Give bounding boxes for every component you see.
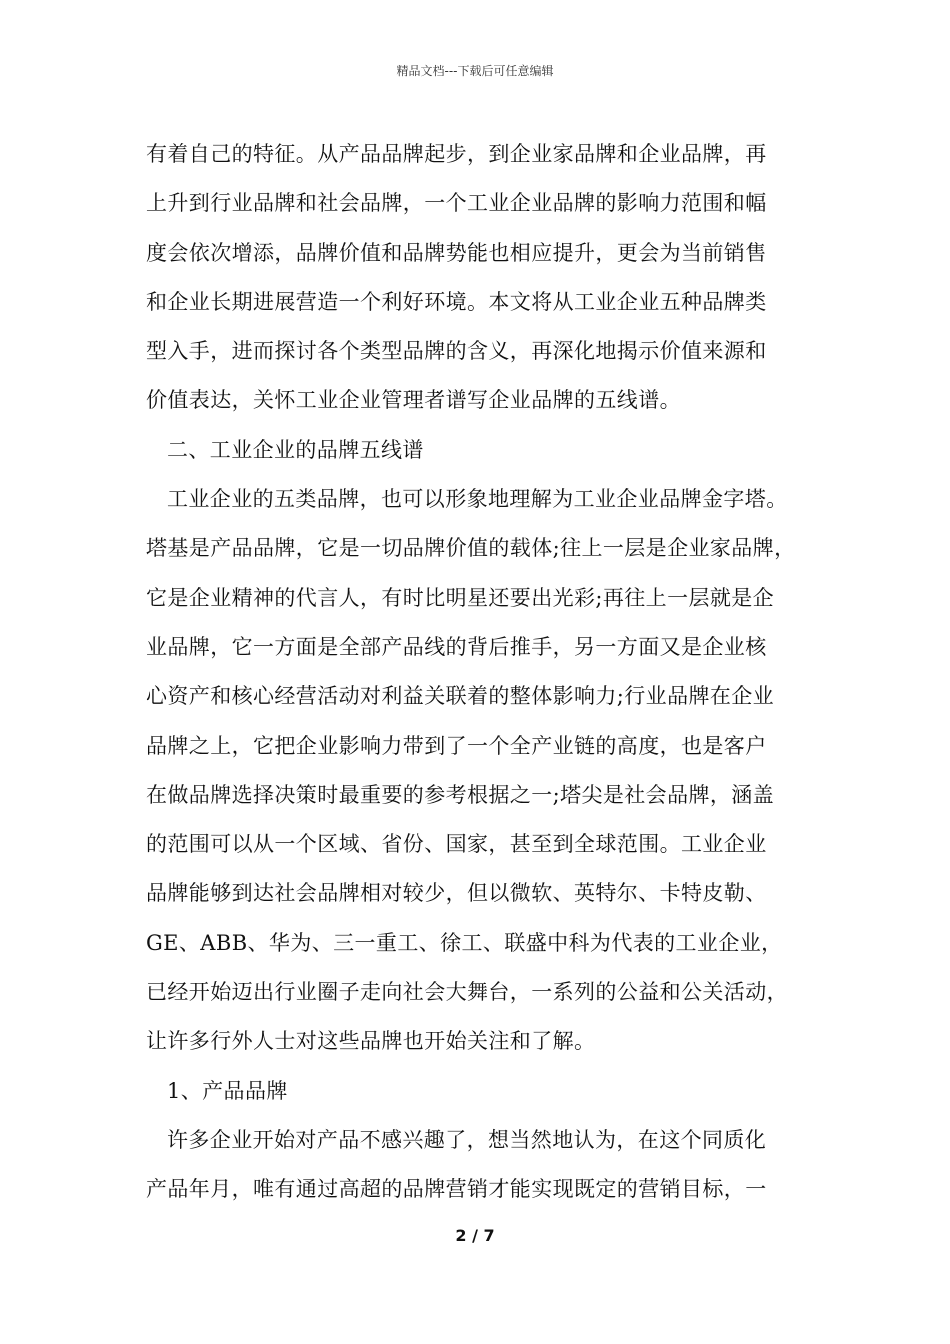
text-line: 业品牌，它一方面是全部产品线的背后推手，另一方面又是企业核: [146, 634, 767, 659]
text-line: 在做品牌选择决策时最重要的参考根据之一;塔尖是社会品牌，涵盖: [146, 782, 775, 807]
text-line: 上升到行业品牌和社会品牌，一个工业企业品牌的影响力范围和幅: [146, 191, 767, 216]
text-line: 它是企业精神的代言人，有时比明星还要出光彩;再往上一层就是企: [146, 585, 775, 610]
text-line: 的范围可以从一个区域、省份、国家，甚至到全球范围。工业企业: [146, 832, 767, 857]
text-line: 让许多行外人士对这些品牌也开始关注和了解。: [146, 1029, 596, 1054]
subsection-heading: 1、产品品牌: [167, 1078, 288, 1103]
section-heading: 二、工业企业的品牌五线谱: [167, 437, 424, 462]
text-line: 心资产和核心经营活动对利益关联着的整体影响力;行业品牌在企业: [146, 684, 775, 709]
text-line: GE、ABB、华为、三一重工、徐工、联盛中科为代表的工业企业，: [146, 930, 783, 955]
text-line: 产品年月，唯有通过高超的品牌营销才能实现既定的营销目标，一: [146, 1177, 767, 1202]
text-line: 有着自己的特征。从产品品牌起步，到企业家品牌和企业品牌，再: [146, 142, 767, 166]
page-number: 2 / 7: [455, 1226, 495, 1245]
text-line: 塔基是产品品牌，它是一切品牌价值的载体;往上一层是企业家品牌，: [146, 536, 796, 561]
text-line: 度会依次增添，品牌价值和品牌势能也相应提升，更会为当前销售: [146, 240, 767, 265]
page-header: 精品文档---下载后可任意编辑: [396, 64, 554, 78]
text-line: 品牌之上，它把企业影响力带到了一个全产业链的高度，也是客户: [146, 733, 767, 758]
text-line: 许多企业开始对产品不感兴趣了，想当然地认为，在这个同质化: [167, 1127, 767, 1152]
text-line: 品牌能够到达社会品牌相对较少，但以微软、英特尔、卡特皮勒、: [146, 881, 767, 906]
text-line: 价值表达，关怀工业企业管理者谱写企业品牌的五线谱。: [146, 388, 681, 413]
text-line: 已经开始迈出行业圈子走向社会大舞台，一系列的公益和公关活动，: [146, 980, 788, 1005]
document-body: [146, 130, 818, 1215]
text-line: 和企业长期进展营造一个利好环境。本文将从工业企业五种品牌类: [146, 289, 767, 314]
text-line: 型入手，进而探讨各个类型品牌的含义，再深化地揭示价值来源和: [146, 339, 767, 364]
text-line: 工业企业的五类品牌，也可以形象地理解为工业企业品牌金字塔。: [167, 487, 788, 512]
